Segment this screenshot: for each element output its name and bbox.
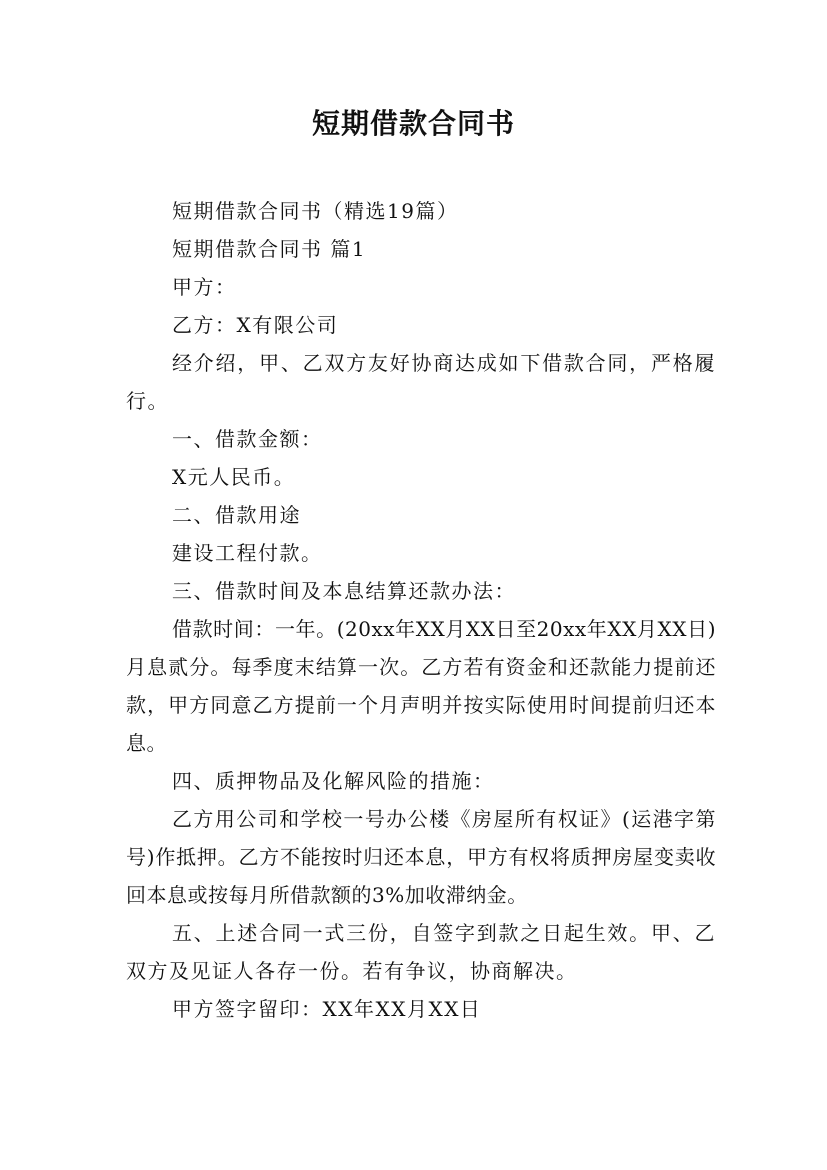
document-body bbox=[126, 192, 716, 1028]
paragraph-clause-5: 五、上述合同一式三份，自签字到款之日起生效。甲、乙双方及见证人各存一份。若有争议，协商解决。 bbox=[126, 921, 716, 983]
paragraph-subtitle: 短期借款合同书（精选19篇） bbox=[172, 199, 459, 223]
paragraph-party-a: 甲方： bbox=[172, 275, 237, 299]
paragraph-introduction: 经介绍，甲、乙双方友好协商达成如下借款合同，严格履行。 bbox=[126, 351, 716, 413]
document-title: 短期借款合同书 bbox=[311, 107, 515, 140]
paragraph-clause-2-heading: 二、借款用途 bbox=[172, 503, 301, 527]
paragraph-clause-4-body: 乙方用公司和学校一号办公楼《房屋所有权证》(运港字第号)作抵押。乙方不能按时归还本息，甲方有权将质押房屋变卖收回本息或按每月所借款额的3%加收滞纳金。 bbox=[126, 807, 716, 907]
paragraph-clause-3-heading: 三、借款时间及本息结算还款办法： bbox=[172, 579, 516, 603]
paragraph-clause-1-body: X元人民币。 bbox=[172, 465, 296, 489]
paragraph-clause-3-body: 借款时间：一年。(20xx年XX月XX日至20xx年XX月XX日)月息贰分。每季度末结算一次。乙方若有资金和还款能力提前还款，甲方同意乙方提前一个月声明并按实际使用时间提前归还本息。 bbox=[126, 617, 716, 755]
paragraph-clause-1-heading: 一、借款金额： bbox=[172, 427, 323, 451]
paragraph-section-heading: 短期借款合同书 篇1 bbox=[172, 237, 367, 261]
paragraph-clause-4-heading: 四、质押物品及化解风险的措施： bbox=[172, 769, 495, 793]
paragraph-signature: 甲方签字留印：XX年XX月XX日 bbox=[172, 997, 482, 1021]
paragraph-clause-2-body: 建设工程付款。 bbox=[172, 541, 323, 565]
paragraph-party-b: 乙方：X有限公司 bbox=[172, 313, 339, 337]
